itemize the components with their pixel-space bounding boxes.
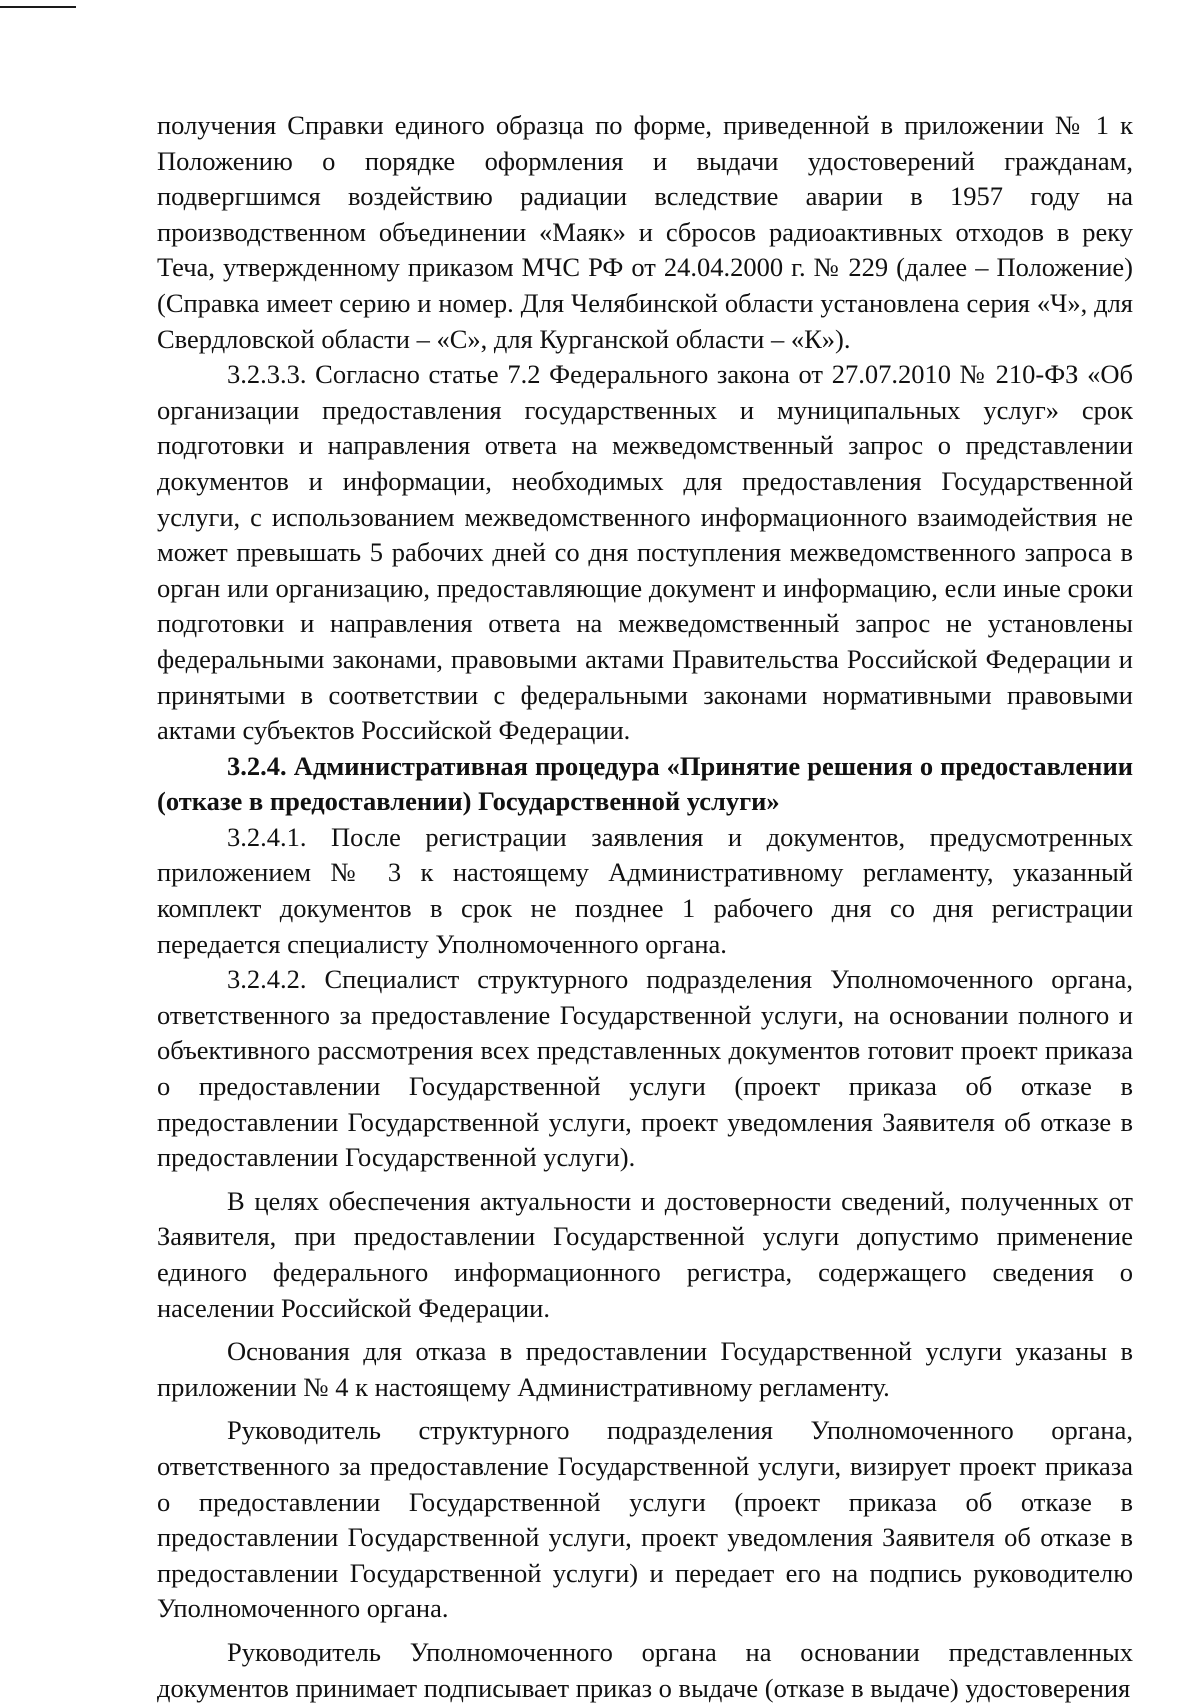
paragraph-register: В целях обеспечения актуальности и достоверности сведений, полученных от Заявителя, при предоставлении Государственной услуги допустимо применение единого федерального информационного регистра, содержащего сведения о населении Российской Федерации. [157, 1185, 1133, 1323]
paragraph-3-2-4-2: 3.2.4.2. Специалист структурного подразделения Уполномоченного органа, ответственного за предоставление Государственной услуги, на основании полного и объективного рассмотрения всех представленных документов готовит проект приказа о предоставлении Государственной услуги (проект приказа об отказе в предоставлении Государственной услуги, проект уведомления Заявителя об отказе в предоставлении Государственной услуги). [157, 964, 1133, 1173]
scan-edge-mark [0, 6, 76, 8]
paragraph-head-of-division: Руководитель структурного подразделения Уполномоченного органа, ответственного за предоставление Государственной услуги, визирует проект приказа о предоставлении Государственной услуги (проект приказа об отказе в предоставлении Государственной услуги, проект уведомления Заявителя об отказе в предоставлении Государственной услуги) и передает его на подпись руководителю Уполномоченного органа. [157, 1415, 1133, 1624]
paragraph-3-2-3-3: 3.2.3.3. Согласно статье 7.2 Федерального закона от 27.07.2010 № 210-ФЗ «Об организации предоставления государственных и муниципальных услуг» срок подготовки и направления ответа на межведомственный запрос о представлении документов и информации, необходимых для предоставления Государственной услуги, с использованием межведомственного информационного взаимодействия не может превышать 5 рабочих дней со дня поступления межведомственного запроса в орган или организацию, предоставляющие документ и информацию, если иные сроки подготовки и направления ответа на межведомственный запрос не установлены федеральными законами, правовыми актами Правительства Российской Федерации и принятыми в соответствии с федеральными законами нормативными правовыми актами субъектов Российской Федерации. [157, 359, 1133, 746]
paragraph-head-of-authority: Руководитель Уполномоченного органа на основании представленных документов принимает подписывает приказ о выдаче (отказе в выдаче) удостоверения [157, 1636, 1133, 1703]
paragraph-refusal-grounds: Основания для отказа в предоставлении Государственной услуги указаны в приложении № 4 к настоящему Административному регламенту. [157, 1336, 1133, 1402]
paragraph-3-2-4-1: 3.2.4.1. После регистрации заявления и документов, предусмотренных приложением № 3 к настоящему Административному регламенту, указанный комплект документов в срок не позднее 1 рабочего дня со дня регистрации передается специалисту Уполномоченного органа. [157, 821, 1133, 959]
section-heading-3-2-4: 3.2.4. Административная процедура «Принятие решения о предоставлении (отказе в предоставлении) Государственной услуги» [157, 750, 1133, 817]
document-page [157, 108, 1133, 1706]
paragraph-continuation: получения Справки единого образца по форме, приведенной в приложении № 1 к Положению о порядке оформления и выдачи удостоверений гражданам, подвергшимся воздействию радиации вследствие аварии в 1957 году на производственном объединении «Маяк» и сбросов радиоактивных отходов в реку Теча, утвержденному приказом МЧС РФ от 24.04.2000 г. № 229 (далее – Положение) (Справка имеет серию и номер. Для Челябинской области установлена серия «Ч», для Свердловской области – «С», для Курганской области – «К»). [157, 110, 1133, 354]
